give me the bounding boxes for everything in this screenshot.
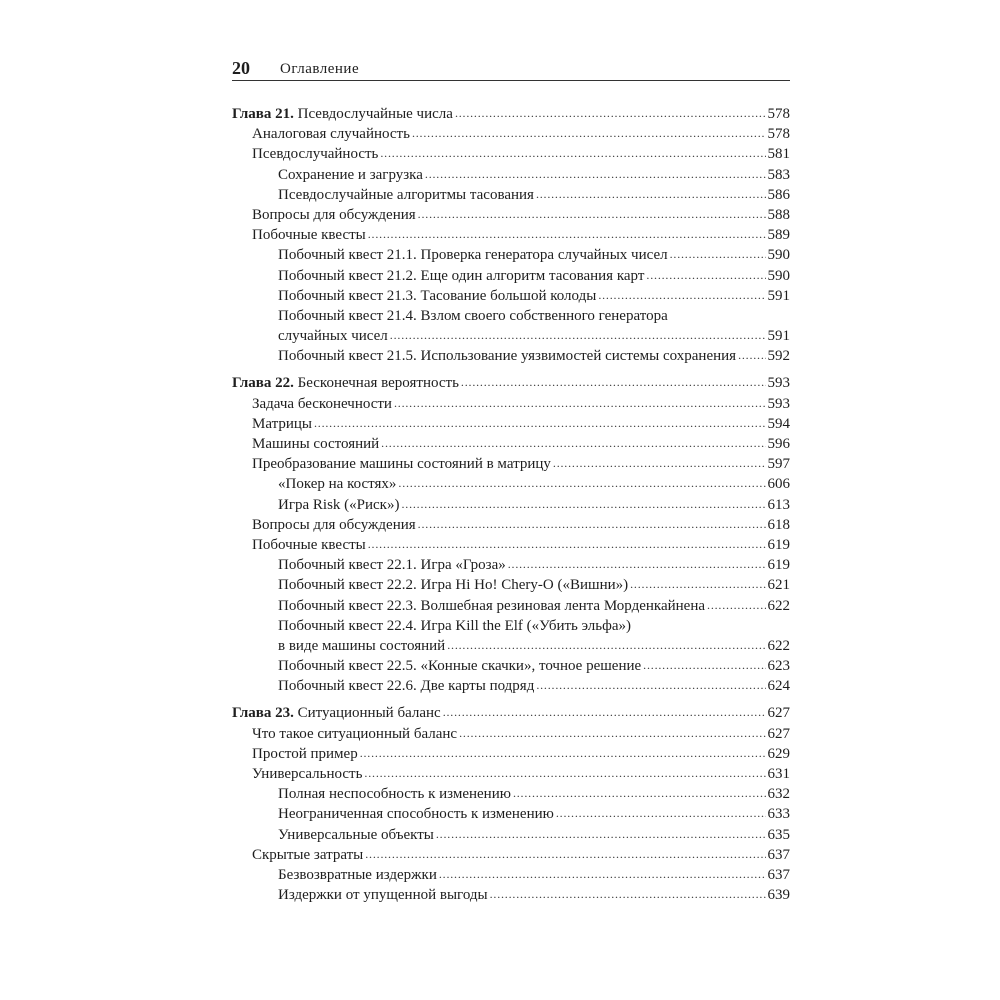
entry-page-number: 622	[767, 597, 790, 614]
entry-page-number: 613	[767, 496, 790, 513]
entry-text: «Покер на костях»	[278, 476, 397, 493]
dot-leader	[390, 325, 766, 345]
entry-text: Задача бесконечности	[252, 395, 392, 412]
dot-leader	[455, 103, 766, 123]
entry-label	[278, 575, 628, 595]
toc-entry-row	[232, 414, 790, 434]
entry-page-number: 627	[767, 705, 790, 722]
dot-leader	[536, 184, 766, 204]
toc-entry-row	[232, 865, 790, 885]
entry-text: Вопросы для обсуждения	[252, 516, 416, 533]
toc-entry-row-continuation	[232, 636, 790, 656]
dot-leader	[436, 824, 766, 844]
entry-text: Побочный квест 22.4. Игра Kill the Elf («Убить эльфа»)	[278, 617, 631, 634]
entry-label	[278, 885, 488, 905]
entry-page-number: 589	[767, 227, 790, 244]
entry-text: Побочный квест 22.2. Игра Hi Ho! Chery-O («Вишни»)	[278, 577, 629, 594]
toc-entry-row	[232, 825, 790, 845]
entry-page-number: 591	[767, 328, 790, 345]
table-of-contents	[232, 104, 790, 912]
entry-text: Безвозвратные издержки	[278, 866, 437, 883]
entry-label	[252, 144, 378, 164]
entry-label	[278, 676, 534, 696]
entry-label	[252, 724, 457, 744]
entry-text: Универсальные объекты	[278, 826, 434, 843]
entry-text: Побочный квест 22.6. Две карты подряд	[278, 678, 535, 695]
entry-label	[252, 744, 358, 764]
dot-leader	[643, 655, 765, 675]
dot-leader	[439, 864, 766, 884]
dot-leader	[365, 844, 765, 864]
toc-entry-row	[232, 804, 790, 824]
entry-text: Побочный квест 21.1. Проверка генератора случайных чисел	[278, 247, 668, 264]
entry-page-number: 591	[767, 287, 790, 304]
dot-leader	[556, 803, 766, 823]
entry-text-continuation: случайных чисел	[278, 328, 388, 345]
toc-entry-row	[232, 245, 790, 265]
toc-entry-row	[232, 495, 790, 515]
dot-leader	[646, 265, 765, 285]
dot-leader	[630, 574, 765, 594]
dot-leader	[381, 433, 765, 453]
dot-leader	[364, 763, 765, 783]
entry-label	[252, 225, 366, 245]
entry-label	[278, 286, 596, 306]
dot-leader	[490, 884, 766, 904]
dot-leader	[536, 675, 765, 695]
toc-entry-row	[232, 394, 790, 414]
entry-text: Псевдослучайные алгоритмы тасования	[278, 186, 534, 203]
entry-label	[278, 266, 644, 286]
entry-label	[278, 165, 423, 185]
entry-text: Побочный квест 22.5. «Конные скачки», точное решение	[278, 658, 642, 675]
toc-entry-row	[232, 205, 790, 225]
entry-text: Скрытые затраты	[252, 846, 364, 863]
entry-page-number: 639	[767, 887, 790, 904]
dot-leader	[394, 393, 766, 413]
entry-page-number: 618	[767, 516, 790, 533]
toc-entry-row	[232, 185, 790, 205]
dot-leader	[418, 204, 766, 224]
entry-text: Побочный квест 21.4. Взлом своего собственного генератора	[278, 307, 668, 324]
toc-entry-row	[232, 266, 790, 286]
entry-page-number: 632	[767, 786, 790, 803]
dot-leader	[418, 514, 766, 534]
dot-leader	[368, 534, 766, 554]
toc-entry-row	[232, 616, 790, 636]
dot-leader	[707, 595, 765, 615]
toc-entry-row	[232, 124, 790, 144]
chapter-label: Глава 21.	[232, 106, 294, 122]
dot-leader	[553, 453, 766, 473]
entry-text: Аналоговая случайность	[252, 126, 410, 143]
toc-entry-row	[232, 724, 790, 744]
dot-leader	[360, 743, 766, 763]
entry-page-number: 623	[767, 658, 790, 675]
entry-label	[232, 703, 441, 723]
toc-entry-row	[232, 764, 790, 784]
entry-text: Простой пример	[252, 745, 358, 762]
entry-label	[278, 596, 705, 616]
entry-label	[278, 474, 396, 494]
entry-page-number: 633	[767, 806, 790, 823]
entry-label	[278, 784, 511, 804]
chapter-title: Ситуационный баланс	[293, 705, 441, 722]
entry-page-number: 622	[767, 637, 790, 654]
entry-page-number: 578	[767, 106, 790, 122]
dot-leader	[425, 164, 766, 184]
entry-page-number: 578	[767, 126, 790, 143]
page-header	[232, 56, 790, 80]
toc-entry-row	[232, 346, 790, 366]
toc-entry-row	[232, 535, 790, 555]
entry-page-number: 590	[767, 247, 790, 264]
toc-entry-row	[232, 656, 790, 676]
entry-page-number: 594	[767, 415, 790, 432]
entry-text: Полная неспособность к изменению	[278, 786, 511, 803]
toc-entry-row	[232, 784, 790, 804]
toc-entry-row	[232, 165, 790, 185]
dot-leader	[598, 285, 765, 305]
entry-page-number: 597	[767, 456, 790, 473]
entry-page-number: 590	[767, 267, 790, 284]
dot-leader	[670, 244, 766, 264]
entry-text: Побочный квест 21.2. Еще один алгоритм тасования карт	[278, 267, 645, 284]
entry-page-number: 619	[767, 536, 790, 553]
dot-leader	[412, 123, 766, 143]
entry-page-number: 624	[767, 678, 790, 695]
entry-label	[252, 124, 410, 144]
dot-leader	[443, 702, 766, 722]
chapter-label: Глава 22.	[232, 375, 294, 392]
entry-page-number: 593	[767, 395, 790, 412]
entry-page-number: 621	[767, 577, 790, 594]
chapter-block	[232, 104, 790, 366]
entry-label	[278, 656, 641, 676]
entry-label	[232, 373, 459, 393]
chapter-label: Глава 23.	[232, 705, 294, 722]
chapter-heading-row	[232, 703, 790, 723]
entry-text: Машины состояний	[252, 436, 380, 452]
entry-text: Вопросы для обсуждения	[252, 206, 416, 223]
entry-page-number: 627	[767, 725, 790, 742]
entry-page-number: 637	[767, 866, 790, 883]
toc-entry-row	[232, 286, 790, 306]
toc-entry-row	[232, 845, 790, 865]
running-title: Оглавление	[280, 61, 360, 77]
entry-text: Побочные квесты	[252, 536, 366, 553]
entry-text: Сохранение и загрузка	[278, 166, 423, 183]
entry-page-number: 583	[767, 166, 790, 183]
toc-entry-row	[232, 306, 790, 326]
entry-page-number: 592	[767, 348, 790, 365]
toc-entry-row	[232, 515, 790, 535]
entry-text: Универсальность	[252, 766, 363, 782]
entry-label	[252, 764, 362, 784]
entry-label	[278, 245, 668, 265]
header-rule	[232, 80, 790, 81]
dot-leader	[398, 473, 765, 493]
toc-entry-row	[232, 454, 790, 474]
entry-label	[278, 326, 388, 346]
entry-label	[252, 205, 416, 225]
entry-text: Побочный квест 21.3. Тасование большой колоды	[278, 287, 597, 304]
dot-leader	[508, 554, 766, 574]
entry-page-number: 606	[767, 476, 790, 493]
dot-leader	[401, 494, 765, 514]
entry-label	[278, 825, 434, 845]
entry-label	[278, 555, 506, 575]
dot-leader	[380, 143, 765, 163]
entry-label	[278, 346, 736, 366]
entry-text: Издержки от упущенной выгоды	[278, 887, 488, 904]
entry-text: Псевдослучайность	[252, 146, 379, 163]
toc-entry-row	[232, 434, 790, 454]
entry-page-number: 629	[767, 745, 790, 762]
dot-leader	[447, 635, 765, 655]
entry-label	[278, 616, 631, 636]
toc-entry-row	[232, 885, 790, 905]
entry-label	[278, 306, 668, 326]
toc-entry-row	[232, 225, 790, 245]
entry-text-continuation: в виде машины состояний	[278, 637, 446, 654]
chapter-heading-row	[232, 373, 790, 393]
entry-text: Неограниченная способность к изменению	[278, 806, 554, 823]
entry-label	[252, 845, 363, 865]
toc-entry-row	[232, 676, 790, 696]
entry-page-number: 637	[767, 846, 790, 863]
entry-label	[278, 185, 534, 205]
entry-text: Побочные квесты	[252, 227, 366, 244]
dot-leader	[459, 723, 765, 743]
entry-label	[278, 804, 554, 824]
entry-label	[252, 535, 366, 555]
entry-page-number: 581	[767, 146, 790, 163]
entry-text: Побочный квест 22.3. Волшебная резиновая лента Морденкайнена	[278, 597, 706, 614]
entry-page-number: 588	[767, 206, 790, 223]
entry-text: Побочный квест 21.5. Использование уязвимостей системы сохранения	[278, 348, 737, 365]
dot-leader	[368, 224, 766, 244]
entry-text: Преобразование машины состояний в матрицу	[252, 456, 551, 473]
entry-label	[252, 394, 392, 414]
toc-entry-row	[232, 474, 790, 494]
toc-entry-row	[232, 575, 790, 595]
toc-entry-row	[232, 555, 790, 575]
dot-leader	[314, 413, 766, 433]
chapter-title: Бесконечная вероятность	[293, 375, 459, 392]
entry-page-number: 619	[767, 557, 790, 574]
chapter-heading-row	[232, 104, 790, 124]
entry-page-number: 586	[767, 186, 790, 203]
toc-entry-row	[232, 144, 790, 164]
entry-text: Матрицы	[252, 415, 312, 432]
entry-label	[232, 104, 453, 124]
entry-label	[252, 515, 416, 535]
chapter-title: Псевдослучайные числа	[293, 106, 453, 122]
toc-entry-row-continuation	[232, 326, 790, 346]
entry-label	[252, 454, 551, 474]
entry-label	[278, 636, 445, 656]
dot-leader	[461, 372, 766, 392]
entry-label	[252, 434, 379, 454]
entry-label	[278, 865, 437, 885]
entry-label	[278, 495, 399, 515]
entry-page-number: 635	[767, 826, 790, 843]
toc-entry-row	[232, 744, 790, 764]
dot-leader	[738, 345, 765, 365]
page-number: 20	[232, 58, 250, 78]
entry-text: Что такое ситуационный баланс	[252, 725, 458, 742]
toc-entry-row	[232, 596, 790, 616]
entry-text: Побочный квест 22.1. Игра «Гроза»	[278, 557, 506, 574]
entry-label	[252, 414, 312, 434]
entry-page-number: 593	[767, 375, 790, 392]
entry-text: Игра Risk («Риск»)	[278, 496, 400, 513]
entry-page-number: 631	[767, 766, 790, 782]
dot-leader	[513, 783, 766, 803]
entry-page-number: 596	[767, 436, 790, 452]
chapter-block	[232, 373, 790, 696]
chapter-block	[232, 703, 790, 905]
